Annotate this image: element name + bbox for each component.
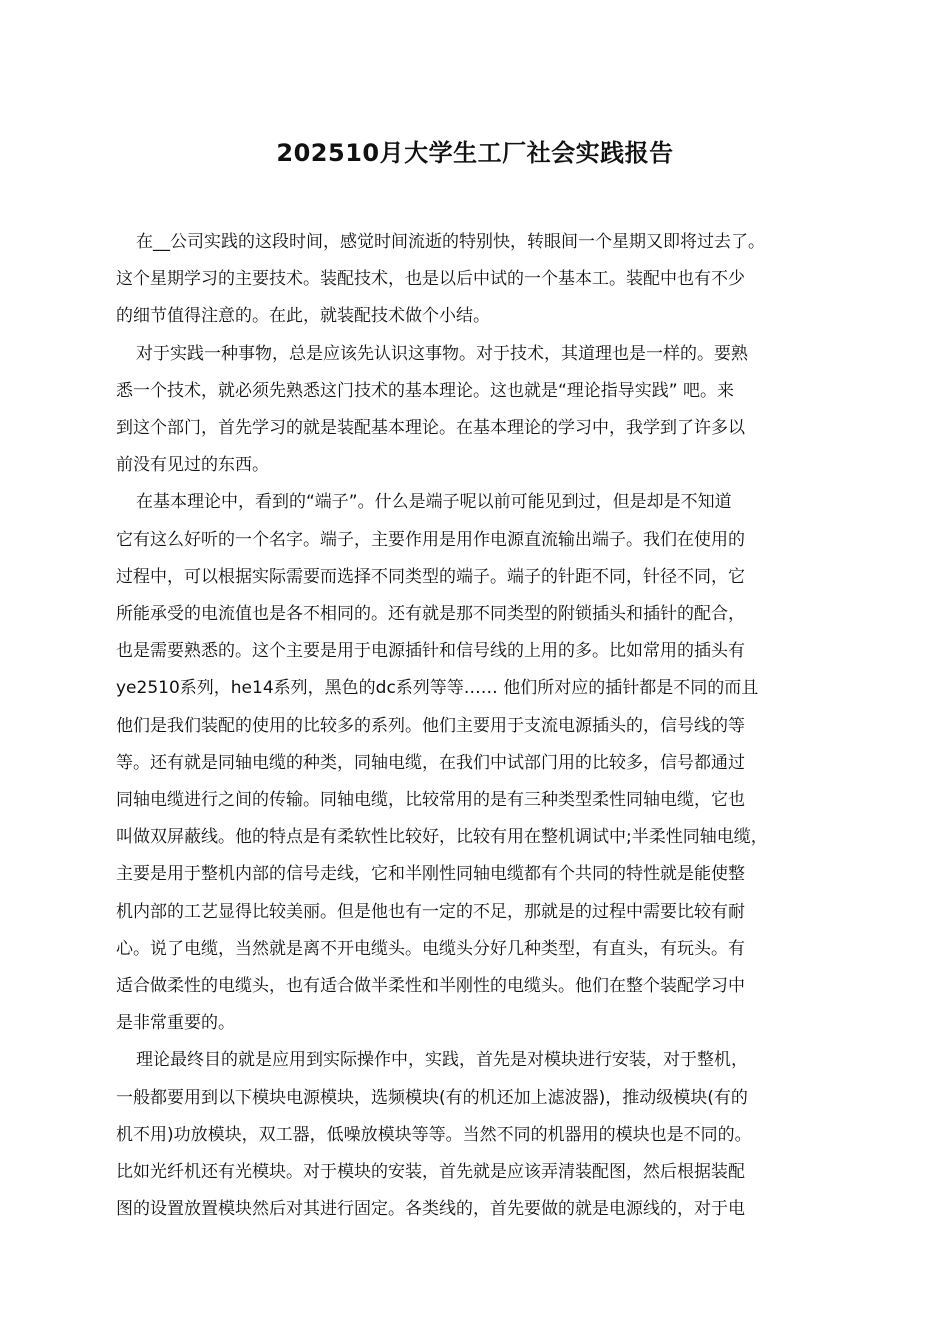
paragraph-line: 他们是我们装配的使用的比较多的系列。他们主要用于支流电源插头的，信号线的等 — [116, 715, 745, 736]
paragraph-line: 图的设置放置模块然后对其进行固定。各类线的，首先要做的就是电源线的，对于电 — [116, 1199, 745, 1220]
paragraph-line: 心。说了电缆，当然就是离不开电缆头。电缆头分好几种类型，有直头，有玩头。有 — [116, 938, 745, 959]
paragraph-line: 理论最终目的就是应用到实际操作中，实践，首先是对模块进行安装，对于整机， — [136, 1050, 748, 1071]
paragraph-line: 同轴电缆进行之间的传输。同轴电缆，比较常用的是有三种类型柔性同轴电缆，它也 — [116, 790, 745, 811]
document-body — [116, 224, 840, 1228]
paragraph-line: 的细节值得注意的。在此，就装配技术做个小结。 — [116, 306, 490, 327]
paragraph-line: 叫做双屏蔽线。他的特点是有柔软性比较好，比较有用在整机调试中;半柔性同轴电缆， — [116, 827, 768, 848]
paragraph-line: 悉一个技术，就必须先熟悉这门技术的基本理论。这也就是“理论指导实践” 吧。来 — [116, 380, 735, 401]
paragraph-line: 过程中，可以根据实际需要而选择不同类型的端子。端子的针距不同，针径不同，它 — [116, 566, 745, 587]
paragraph-line: 在基本理论中，看到的“端子”。什么是端子呢以前可能见到过，但是却是不知道 — [136, 492, 732, 513]
paragraph-line: 适合做柔性的电缆头，也有适合做半柔性和半刚性的电缆头。他们在整个装配学习中 — [116, 976, 745, 997]
paragraph-line: ye2510系列，he14系列，黑色的dc系列等等…… 他们所对应的插针都是不同的而且 — [116, 678, 759, 699]
paragraph-line: 比如光纤机还有光模块。对于模块的安装，首先就是应该弄清装配图，然后根据装配 — [116, 1162, 745, 1183]
paragraph-line: 机不用)功放模块，双工器，低噪放模块等等。当然不同的机器用的模块也是不同的。 — [116, 1124, 752, 1145]
paragraph-line: 到这个部门，首先学习的就是装配基本理论。在基本理论的学习中，我学到了许多以 — [116, 418, 745, 439]
paragraph-line: 机内部的工艺显得比较美丽。但是他也有一定的不足，那就是的过程中需要比较有耐 — [116, 901, 745, 922]
paragraph-1 — [116, 224, 840, 336]
paragraph-line: 对于实践一种事物，总是应该先认识这事物。对于技术，其道理也是一样的。要熟 — [136, 343, 748, 364]
paragraph-line: 也是需要熟悉的。这个主要是用于电源插针和信号线的上用的多。比如常用的插头有 — [116, 641, 745, 662]
paragraph-line: 所能承受的电流值也是各不相同的。还有就是那不同类型的附锁插头和插针的配合， — [116, 604, 745, 625]
paragraph-line: 是非常重要的。 — [116, 1013, 235, 1034]
paragraph-3 — [116, 484, 840, 1042]
paragraph-line: 前没有见过的东西。 — [116, 455, 269, 476]
paragraph-line: 主要是用于整机内部的信号走线，它和半刚性同轴电缆都有个共同的特性就是能使整 — [116, 864, 745, 885]
paragraph-line: 它有这么好听的一个名字。端子，主要作用是用作电源直流输出端子。我们在使用的 — [116, 529, 745, 550]
paragraph-line: 这个星期学习的主要技术。装配技术，也是以后中试的一个基本工。装配中也有不少 — [116, 269, 745, 290]
paragraph-line: 一般都要用到以下模块电源模块，选频模块(有的机还加上滤波器)，推动级模块(有的 — [116, 1087, 748, 1108]
paragraph-2 — [116, 336, 840, 485]
paragraph-line: 在__公司实践的这段时间，感觉时间流逝的特别快，转眼间一个星期又即将过去了。 — [136, 232, 765, 252]
paragraph-line: 等。还有就是同轴电缆的种类，同轴电缆，在我们中试部门用的比较多，信号都通过 — [116, 752, 745, 773]
paragraph-4 — [116, 1042, 840, 1228]
document-title: 202510月大学生工厂社会实践报告 — [276, 139, 674, 167]
